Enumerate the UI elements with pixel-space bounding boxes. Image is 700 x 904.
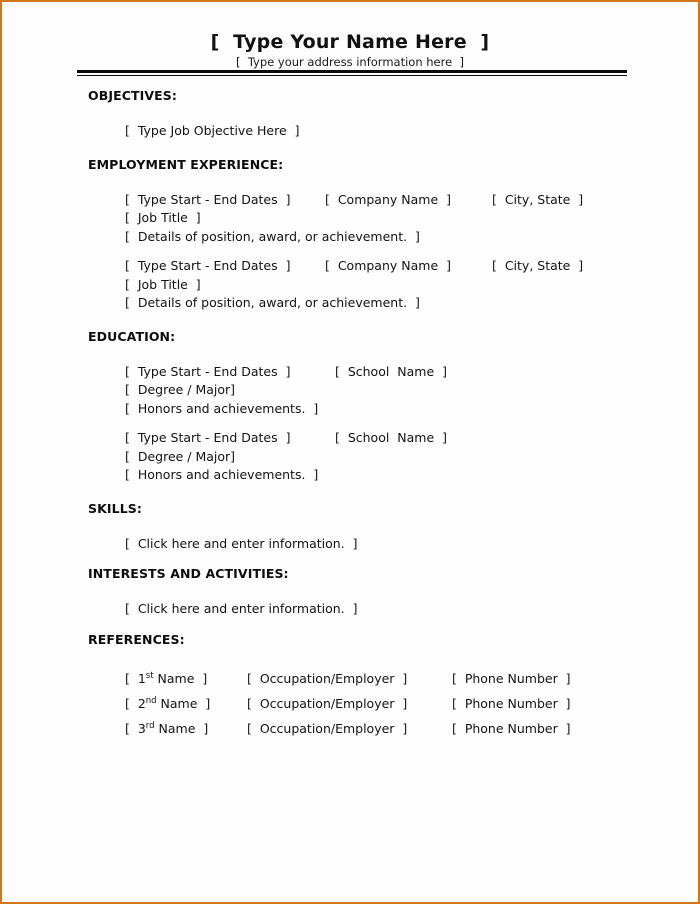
spacer xyxy=(2,553,698,566)
reference-name-ordinal: rd xyxy=(145,720,155,731)
education-honors[interactable]: [ Honors and achievements. ] xyxy=(125,400,319,416)
employment-dates[interactable]: [ Type Start - End Dates ] xyxy=(125,191,291,207)
employment-row-dates xyxy=(125,257,698,276)
education-entry xyxy=(125,363,698,419)
reference-name-ordinal: nd xyxy=(145,695,157,706)
education-dates[interactable]: [ Type Start - End Dates ] xyxy=(125,363,291,379)
section-interests xyxy=(2,566,698,619)
education-school[interactable]: [ School Name ] xyxy=(335,363,447,379)
section-heading-employment: EMPLOYMENT EXPERIENCE: xyxy=(88,156,284,172)
section-heading-interests: INTERESTS AND ACTIVITIES: xyxy=(88,566,289,581)
reference-name-ordinal: st xyxy=(145,670,154,681)
employment-location[interactable]: [ City, State ] xyxy=(492,258,584,273)
spacer xyxy=(2,313,698,329)
spacer xyxy=(2,648,698,658)
reference-name-prefix: [ 3 xyxy=(125,720,146,736)
reference-name-prefix: [ 1 xyxy=(125,670,146,686)
spacer xyxy=(2,418,698,429)
reference-phone[interactable]: [ Phone Number ] xyxy=(452,695,571,711)
section-education xyxy=(2,329,698,485)
spacer xyxy=(2,173,698,183)
employment-dates[interactable]: [ Type Start - End Dates ] xyxy=(125,258,291,273)
reference-name[interactable] xyxy=(125,716,208,741)
employment-job-title[interactable]: [ Job Title ] xyxy=(125,276,201,292)
employment-details[interactable]: [ Details of position, award, or achievement. ] xyxy=(125,295,420,310)
spacer xyxy=(2,517,698,527)
reference-row xyxy=(125,666,698,691)
divider-thin-line xyxy=(77,75,627,76)
section-references xyxy=(2,632,698,741)
education-honors[interactable]: [ Honors and achievements. ] xyxy=(125,467,319,482)
education-school[interactable]: [ School Name ] xyxy=(335,430,447,445)
interests-entry xyxy=(125,600,698,619)
education-entry xyxy=(125,429,698,485)
reference-name[interactable] xyxy=(125,691,210,716)
employment-row-dates xyxy=(125,191,698,210)
spacer xyxy=(2,582,698,592)
spacer xyxy=(2,141,698,157)
section-heading-objectives: OBJECTIVES: xyxy=(88,88,178,103)
resume-body xyxy=(2,88,698,741)
references-list xyxy=(125,666,698,741)
spacer xyxy=(2,619,698,632)
objectives-entry xyxy=(125,122,698,141)
spacer xyxy=(2,345,698,355)
reference-name-prefix: [ 2 xyxy=(125,695,146,711)
skills-entry xyxy=(125,535,698,554)
section-heading-references: REFERENCES: xyxy=(88,631,185,647)
interests-placeholder[interactable]: [ Click here and enter information. ] xyxy=(125,601,358,616)
section-objectives xyxy=(2,88,698,141)
header-divider xyxy=(77,70,627,78)
employment-company[interactable]: [ Company Name ] xyxy=(325,191,451,207)
section-skills xyxy=(2,501,698,554)
education-degree[interactable]: [ Degree / Major] xyxy=(125,382,236,397)
employment-company[interactable]: [ Company Name ] xyxy=(325,258,451,273)
spacer xyxy=(2,246,698,257)
employment-details[interactable]: [ Details of position, award, or achievement. ] xyxy=(125,228,420,244)
reference-phone[interactable]: [ Phone Number ] xyxy=(452,720,571,736)
reference-name-suffix: Name ] xyxy=(154,720,209,736)
employment-job-title[interactable]: [ Job Title ] xyxy=(125,210,201,225)
employment-entry xyxy=(125,191,698,247)
reference-name-suffix: Name ] xyxy=(156,695,211,711)
section-heading-skills: SKILLS: xyxy=(88,500,142,516)
document-header xyxy=(2,30,698,70)
employment-location[interactable]: [ City, State ] xyxy=(492,191,584,207)
address-placeholder[interactable]: [ Type your address information here ] xyxy=(236,55,464,69)
spacer xyxy=(2,104,698,114)
skills-placeholder[interactable]: [ Click here and enter information. ] xyxy=(125,535,358,551)
name-placeholder[interactable]: [ Type Your Name Here ] xyxy=(210,31,490,53)
education-row-dates xyxy=(125,429,698,448)
reference-phone[interactable]: [ Phone Number ] xyxy=(452,670,571,686)
reference-occupation[interactable]: [ Occupation/Employer ] xyxy=(247,670,408,686)
section-employment xyxy=(2,157,698,313)
education-dates[interactable]: [ Type Start - End Dates ] xyxy=(125,430,291,445)
paper-sheet xyxy=(2,2,698,902)
education-degree[interactable]: [ Degree / Major] xyxy=(125,448,236,464)
reference-row xyxy=(125,691,698,716)
spacer xyxy=(2,485,698,501)
objective-placeholder[interactable]: [ Type Job Objective Here ] xyxy=(125,123,300,138)
reference-name-suffix: Name ] xyxy=(153,670,208,686)
reference-occupation[interactable]: [ Occupation/Employer ] xyxy=(247,695,408,711)
education-row-dates xyxy=(125,363,698,382)
section-heading-education: EDUCATION: xyxy=(88,328,176,344)
reference-name[interactable] xyxy=(125,666,207,691)
reference-row xyxy=(125,716,698,741)
employment-entry xyxy=(125,257,698,313)
reference-occupation[interactable]: [ Occupation/Employer ] xyxy=(247,720,408,736)
